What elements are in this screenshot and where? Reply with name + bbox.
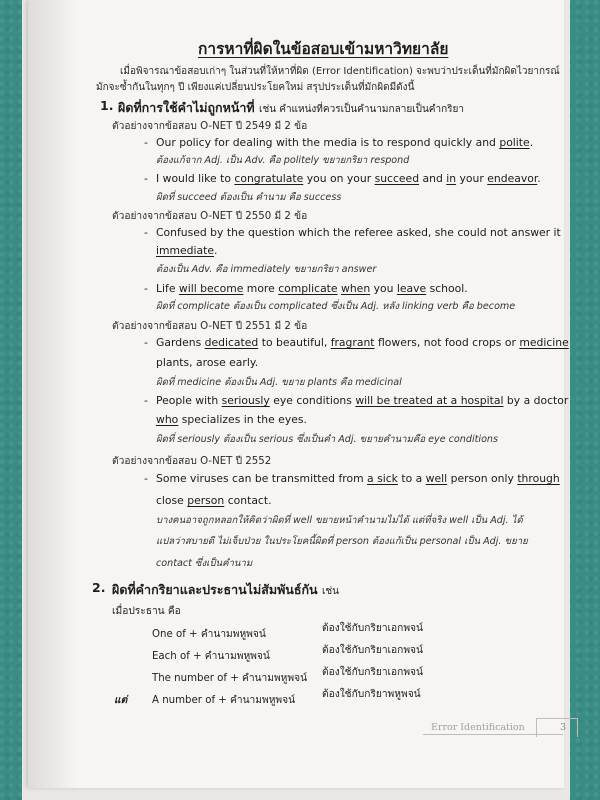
section-1-number: 1.: [100, 98, 114, 113]
section-1-heading: [118, 98, 464, 118]
section-1-heading-suffix: เช่น คำแหน่งที่ควรเป็นคำนามกลายเป็นคำกริยา: [259, 104, 464, 115]
bullet-dash: -: [144, 226, 148, 239]
example-explanation: ผิดที่ medicine ต้องเป็น Adj. ขยาย plants คือ medicinal: [156, 377, 402, 388]
example-sentence-line-2: immediate.: [156, 244, 218, 257]
example-sentence-line-1: Some viruses can be transmitted from a sick to a well person only through: [156, 472, 560, 485]
example-explanation: ต้องเป็น Adv. คือ immediately ขยายกริยา answer: [156, 264, 377, 275]
section-2-heading: [112, 580, 339, 600]
intro-line-2: มักจะซ้ำกันในทุกๆ ปี เพียงแค่เปลี่ยนประโยคใหม่ สรุปประเด็นที่มักผิดมีดังนี้: [96, 82, 415, 93]
example-sentence-line-2: close person contact.: [156, 494, 272, 507]
rule-left: A number of + คำนามพหูพจน์: [152, 695, 296, 706]
but-label: แต่: [114, 695, 128, 706]
footer-section-name: Error Identification: [431, 722, 525, 733]
bullet-dash: -: [144, 172, 148, 185]
section-1-heading-text: ผิดที่การใช้คำไม่ถูกหน้าที่: [118, 100, 255, 115]
bullet-dash: -: [144, 394, 148, 407]
rule-right: ต้องใช้กับกริยาเอกพจน์: [322, 623, 423, 634]
example-sentence-line-2: plants, arose early.: [156, 356, 259, 369]
intro-line-1: เมื่อพิจารณาข้อสอบเก่าๆ ในส่วนที่ให้หาที่ผิด (Error Identification) จะพบว่าประเด็นที่มักผิดไวยากรณ์: [120, 66, 560, 77]
subject-label: เมื่อประธาน คือ: [112, 606, 181, 617]
section-2-heading-suffix: เช่น: [321, 586, 340, 597]
example-label-2550: ตัวอย่างจากข้อสอบ O-NET ปี 2550 มี 2 ข้อ: [112, 211, 308, 222]
example-sentence: I would like to congratulate you on your succeed and in your endeavor.: [156, 172, 541, 185]
page-title: การหาที่ผิดในข้อสอบเข้ามหาวิทยาลัย: [198, 40, 449, 58]
rule-left: The number of + คำนามพหูพจน์: [152, 673, 308, 684]
bullet-dash: -: [144, 472, 148, 485]
page-number-box: [536, 718, 578, 737]
example-explanation-line-3: contact ซึ่งเป็นคำนาม: [156, 558, 253, 569]
example-explanation: ต้องแก้จาก Adj. เป็น Adv. คือ politely ขยายกริยา respond: [156, 155, 410, 166]
example-sentence: Our policy for dealing with the media is to respond quickly and polite.: [156, 136, 534, 149]
rule-right: ต้องใช้กับกริยาพหูพจน์: [322, 689, 421, 700]
example-label-2551: ตัวอย่างจากข้อสอบ O-NET ปี 2551 มี 2 ข้อ: [112, 321, 308, 332]
example-explanation-line-1: บางคนอาจถูกหลอกให้คิดว่าผิดที่ well ขยายหน้าคำนามไม่ได้ แต่ที่จริง well เป็น Adj. ได้: [156, 515, 523, 526]
example-sentence: Life will become more complicate when you leave school.: [156, 282, 468, 295]
example-label-2552: ตัวอย่างจากข้อสอบ O-NET ปี 2552: [112, 456, 272, 467]
bullet-dash: -: [144, 136, 148, 149]
example-sentence-line-1: Gardens dedicated to beautiful, fragrant flowers, not food crops or medicine: [156, 336, 569, 349]
example-explanation: ผิดที่ complicate ต้องเป็น complicated ซึ่งเป็น Adj. หลัง linking verb คือ become: [156, 301, 516, 312]
bullet-dash: -: [144, 336, 148, 349]
example-sentence-line-1: Confused by the question which the referee asked, she could not answer it: [156, 226, 561, 239]
page-number: 3: [560, 722, 567, 733]
example-explanation-line-2: แปลว่าสบายดี ไม่เจ็บป่วย ในประโยคนี้ผิดที่ person ต้องแก้เป็น personal เป็น Adj. ขยาย: [156, 536, 528, 547]
bullet-dash: -: [144, 282, 148, 295]
example-explanation: ผิดที่ seriously ต้องเป็น serious ซึ่งเป็นคำ Adj. ขยายคำนามคือ eye conditions: [156, 434, 499, 445]
example-sentence-line-2: who specializes in the eyes.: [156, 413, 307, 426]
section-2-number: 2.: [92, 580, 106, 595]
section-2-heading-text: ผิดที่คำกริยาและประธานไม่สัมพันธ์กัน: [112, 582, 318, 597]
rule-left: One of + คำนามพหูพจน์: [152, 629, 266, 640]
example-label-2549: ตัวอย่างจากข้อสอบ O-NET ปี 2549 มี 2 ข้อ: [112, 121, 308, 132]
rule-right: ต้องใช้กับกริยาเอกพจน์: [322, 645, 423, 656]
example-sentence-line-1: People with seriously eye conditions will be treated at a hospital by a doctor: [156, 394, 569, 407]
rule-left: Each of + คำนามพหูพจน์: [152, 651, 270, 662]
rule-right: ต้องใช้กับกริยาเอกพจน์: [322, 667, 423, 678]
example-explanation: ผิดที่ succeed ต้องเป็น คำนาม คือ success: [156, 192, 342, 203]
binding-shadow: [28, 0, 78, 788]
document-page: [28, 0, 569, 788]
